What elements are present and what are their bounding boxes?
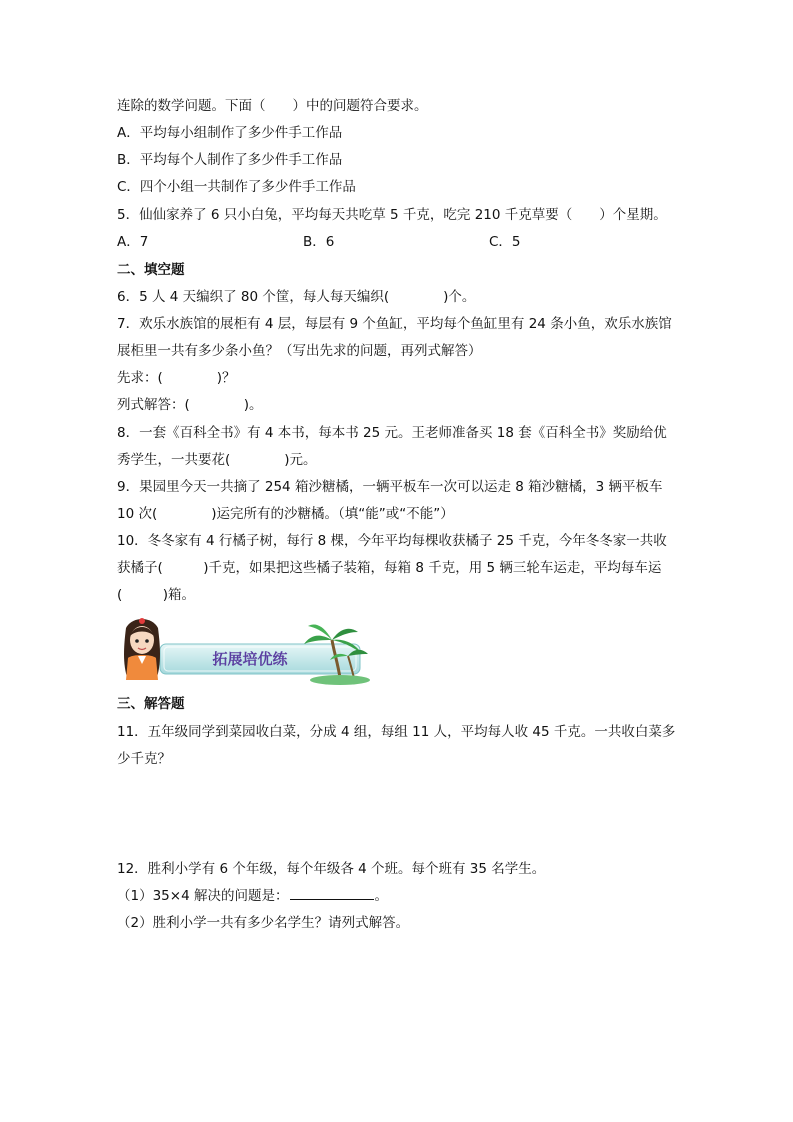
q5-option-b: B．6	[303, 234, 335, 250]
q11-line-2: 少千克？	[117, 751, 171, 767]
q10-line-2: 获橘子( )千克，如果把这些橘子装箱，每箱 8 千克，用 5 辆三轮车运走，平均每车运	[117, 560, 662, 576]
q12-part-2: （2）胜利小学一共有多少名学生？请列式解答。	[117, 915, 410, 931]
q7-line-2: 展柜里一共有多少条小鱼？（写出先求的问题，再列式解答）	[117, 343, 482, 359]
answer-blank[interactable]	[290, 887, 374, 900]
q12-stem: 12．胜利小学有 6 个年级，每个年级各 4 个班。每个班有 35 名学生。	[117, 861, 546, 877]
q4-continuation: 连除的数学问题。下面（ ）中的问题符合要求。	[117, 98, 428, 114]
q10-line-3: ( )箱。	[117, 587, 196, 603]
q9-line-1: 9．果园里今天一共摘了 254 箱沙糖橘，一辆平板车一次可以运走 8 箱沙糖橘，3 辆平板车	[117, 479, 663, 495]
q7-solve: 列式解答：( )。	[117, 397, 263, 413]
q12-part-1-prefix: （1）35×4 解决的问题是：	[117, 888, 289, 904]
q5-stem: 5．仙仙家养了 6 只小白兔，平均每天共吃草 5 千克，吃完 210 千克草要（ ）个星期。	[117, 207, 667, 223]
banner-graphic	[118, 614, 374, 686]
q11-line-1: 11．五年级同学到菜园收白菜，分成 4 组，每组 11 人，平均每人收 45 千克。一共收白菜多	[117, 724, 676, 740]
banner-label: 拓展培优练	[212, 651, 288, 668]
q10-line-1: 10．冬冬家有 4 行橘子树，每行 8 棵，今年平均每棵收获橘子 25 千克，今年冬冬家一共收	[117, 533, 667, 549]
q8-line-1: 8．一套《百科全书》有 4 本书，每本书 25 元。王老师准备买 18 套《百科全书》奖励给优	[117, 425, 667, 441]
q4-option-a: A．平均每小组制作了多少件手工作品	[117, 125, 343, 141]
q12-part-1-suffix: 。	[374, 888, 388, 904]
q7-line-1: 7．欢乐水族馆的展柜有 4 层，每层有 9 个鱼缸，平均每个鱼缸里有 24 条小鱼，欢乐水族馆	[117, 316, 672, 332]
q5-option-c: C．5	[489, 234, 521, 250]
expansion-practice-banner	[118, 614, 374, 686]
q9-line-2: 10 次( )运完所有的沙糖橘。（填“能”或“不能”）	[117, 506, 454, 522]
q12-part-1	[117, 887, 388, 905]
section-fill-in-title: 二、填空题	[117, 262, 185, 278]
q4-option-c: C．四个小组一共制作了多少件手工作品	[117, 179, 356, 195]
q5-option-a: A．7	[117, 234, 149, 250]
q6-stem: 6．5 人 4 天编织了 80 个筐，每人每天编织( )个。	[117, 289, 476, 305]
q8-line-2: 秀学生，一共要花( )元。	[117, 452, 317, 468]
q4-option-b: B．平均每个人制作了多少件手工作品	[117, 152, 343, 168]
girl-avatar-icon	[124, 618, 160, 680]
section-answer-title: 三、解答题	[117, 696, 185, 712]
q7-first-ask: 先求：( )？	[117, 370, 236, 386]
